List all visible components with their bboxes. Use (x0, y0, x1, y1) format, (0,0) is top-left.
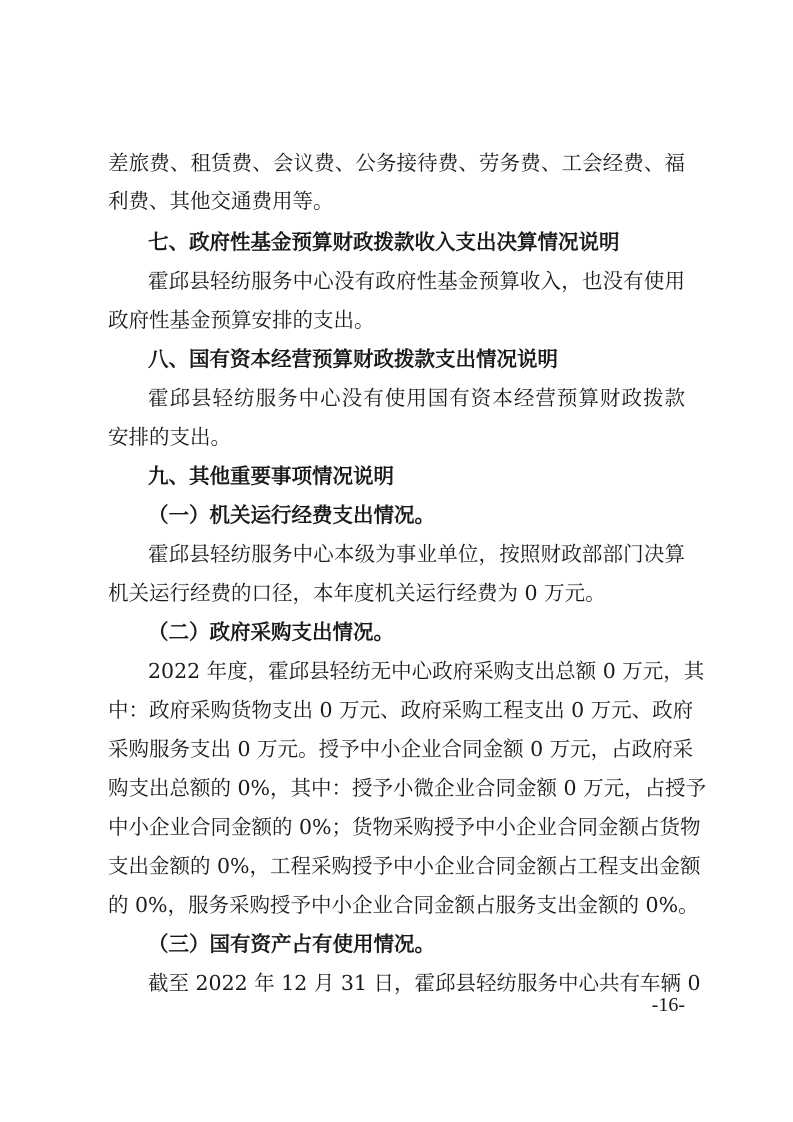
section8-line-1: 霍邱县轻纺服务中心没有使用国有资本经营预算财政拨款 (148, 386, 685, 410)
sub2-heading: （二）政府采购支出情况。 (148, 620, 394, 644)
sub1-heading: （一）机关运行经费支出情况。 (148, 503, 435, 527)
sub1-line-1: 霍邱县轻纺服务中心本级为事业单位，按照财政部部门决算 (148, 542, 685, 566)
sub3-line-1: 截至 2022 年 12 月 31 日，霍邱县轻纺服务中心共有车辆 0 (148, 971, 701, 995)
sub2-line-2: 中：政府采购货物支出 0 万元、政府采购工程支出 0 万元、政府 (108, 698, 694, 722)
travel-line-2: 利费、其他交通费用等。 (108, 189, 334, 213)
sub2-line-5: 中小企业合同金额的 0%；货物采购授予中小企业合同金额占货物 (108, 815, 701, 839)
section7-line-1: 霍邱县轻纺服务中心没有政府性基金预算收入，也没有使用 (148, 269, 685, 293)
section8-heading: 八、国有资本经营预算财政拨款支出情况说明 (148, 347, 558, 371)
sub2-line-6: 支出金额的 0%，工程采购授予中小企业合同金额占工程支出金额 (108, 854, 701, 878)
page-number: -16- (651, 994, 685, 1016)
sub2-line-4: 购支出总额的 0%，其中：授予小微企业合同金额 0 万元，占授予 (108, 776, 707, 800)
section8-line-2: 安排的支出。 (108, 425, 231, 449)
section7-heading: 七、政府性基金预算财政拨款收入支出决算情况说明 (148, 230, 620, 254)
sub1-line-2: 机关运行经费的口径，本年度机关运行经费为 0 万元。 (108, 581, 606, 605)
sub2-line-1: 2022 年度，霍邱县轻纺无中心政府采购支出总额 0 万元，其 (148, 659, 705, 683)
section7-line-2: 政府性基金预算安排的支出。 (108, 308, 375, 332)
travel-line-1: 差旅费、租赁费、会议费、公务接待费、劳务费、工会经费、福 (108, 151, 685, 175)
sub2-line-3: 采购服务支出 0 万元。授予中小企业合同金额 0 万元，占政府采 (108, 737, 694, 761)
sub3-heading: （三）国有资产占有使用情况。 (148, 932, 435, 956)
sub2-line-7: 的 0%，服务采购授予中小企业合同金额占服务支出金额的 0%。 (108, 893, 699, 917)
section9-heading: 九、其他重要事项情况说明 (148, 464, 394, 488)
